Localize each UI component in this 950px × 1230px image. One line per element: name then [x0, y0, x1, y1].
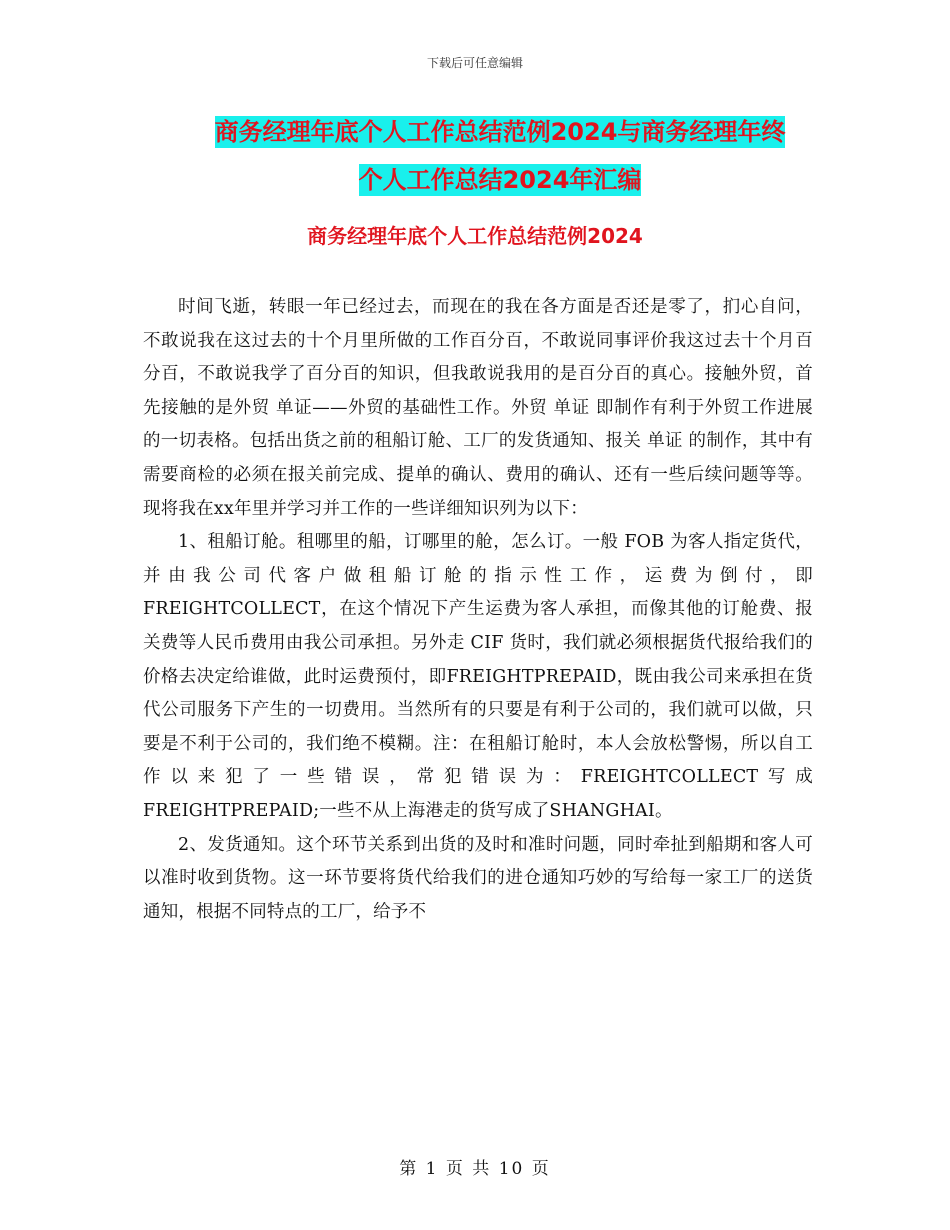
document-body — [143, 291, 813, 929]
section-title: 商务经理年底个人工作总结范例2024 — [307, 224, 643, 248]
document-title — [150, 108, 850, 204]
document-title-line-2: 个人工作总结2024年汇编 — [358, 166, 642, 194]
header-note: 下载后可任意编辑 — [426, 56, 523, 70]
paragraph-item-1: 1、租船订舱。租哪里的船，订哪里的舱，怎么订。一般 FOB 为客人指定货代，并由我公司代客户做租船订舱的指示性工作，运费为倒付，即FREIGHTCOLLECT，在这个情况下产生运费为客人承担，而像其他的订舱费、报关费等人民币费用由我公司承担。另外走 CIF 货时，我们就必须根据货代报给我们的价格去决定给谁做，此时运费预付，即FREIGHTPREPAID，既由我公司来承担在货代公司服务下产生的一切费用。当然所有的只要是有利于公司的，我们就可以做，只要是不利于公司的，我们绝不模糊。注：在租船订舱时，本人会放松警惕，所以自工作以来犯了一些错误，常犯错误为：FREIGHTCOLLECT写成FREIGHTPREPAID;一些不从上海港走的货写成了SHANGHAI。 — [143, 532, 813, 821]
document-title-line-1: 商务经理年底个人工作总结范例2024与商务经理年终 — [214, 118, 786, 146]
paragraph-intro: 时间飞逝，转眼一年已经过去，而现在的我在各方面是否还是零了，扪心自问，不敢说我在这过去的十个月里所做的工作百分百，不敢说同事评价我这过去十个月百分百，不敢说我学了百分百的知识，但我敢说我用的是百分百的真心。接触外贸，首先接触的是外贸 单证——外贸的基础性工作。外贸 单证 即制作有利于外贸工作进展的一切表格。包括出货之前的租船订舱、工厂的发货通知、报关 单证 的制作，其中有需要商检的必须在报关前完成、提单的确认、费用的确认、还有一些后续问题等等。现将我在xx年里并学习并工作的一些详细知识列为以下： — [143, 297, 813, 519]
paragraph-item-2: 2、发货通知。这个环节关系到出货的及时和准时问题，同时牵扯到船期和客人可以准时收到货物。这一环节要将货代给我们的进仓通知巧妙的写给每一家工厂的送货通知，根据不同特点的工厂，给予不 — [143, 834, 813, 922]
page-number: 第 1 页 共 10 页 — [399, 1159, 551, 1179]
